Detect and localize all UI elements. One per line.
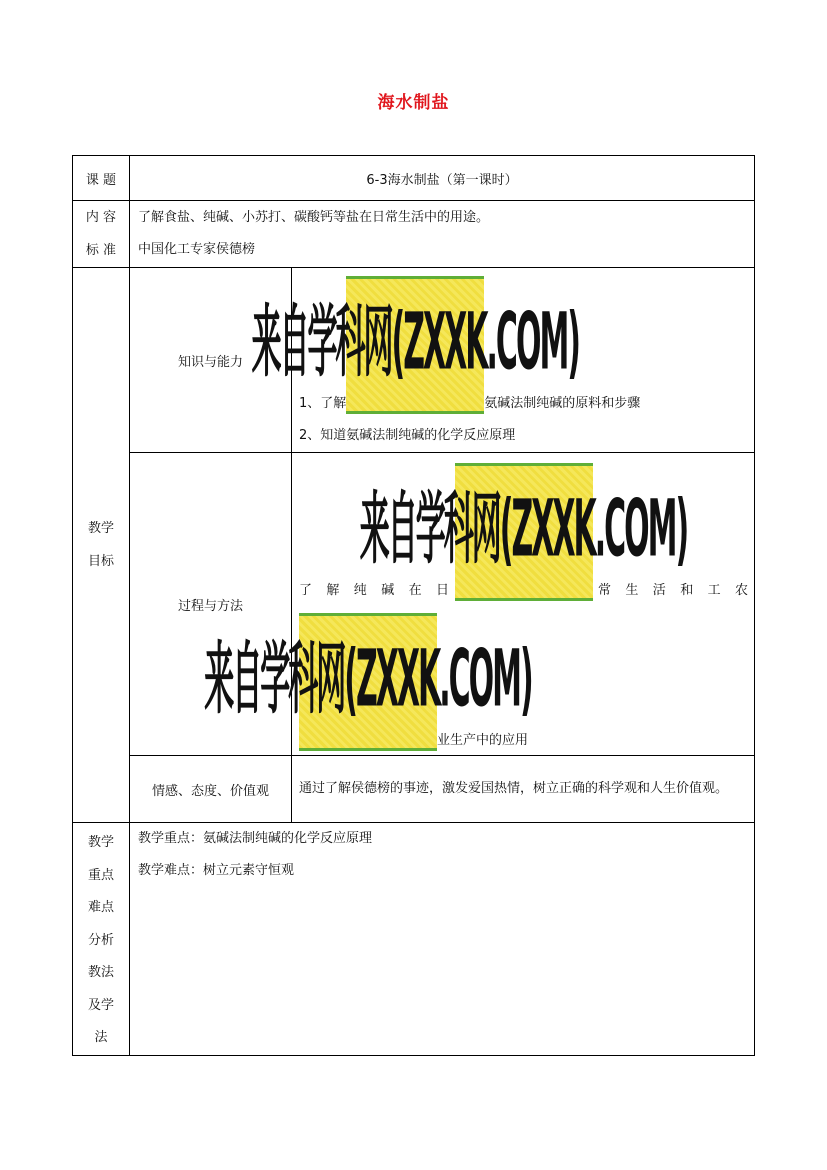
content-standard-line: 中国化工专家侯德榜 — [138, 242, 256, 257]
analysis-label — [73, 823, 130, 1056]
emotion-attitude-values-label: 情感、态度、价值观 — [130, 756, 292, 823]
row-analysis — [73, 823, 755, 1056]
teaching-goals-label — [73, 268, 130, 823]
document-title: 海水制盐 — [377, 93, 450, 113]
analysis-label-line: 法 — [94, 1030, 108, 1045]
emotion-attitude-values-text: 通过了解侯德榜的事迹，激发爱国热情，树立正确的科学观和人生价值观。 — [292, 756, 755, 823]
teaching-goals-label-line: 目标 — [87, 554, 114, 569]
knowledge-line-1-start: 1、了解 — [299, 396, 347, 411]
analysis-content — [130, 823, 755, 1056]
row-goal-process — [73, 453, 755, 756]
process-method-label: 过程与方法 — [130, 453, 292, 756]
analysis-label-line: 分析 — [87, 932, 114, 948]
process-line-2-end: 业生产中的应用 — [437, 733, 529, 748]
analysis-label-line: 难点 — [87, 900, 114, 915]
key-point-text: 教学重点：氨碱法制纯碱的化学反应原理 — [138, 831, 373, 846]
analysis-label-line: 及学 — [87, 997, 114, 1013]
topic-value: 6-3海水制盐（第一课时） — [130, 156, 755, 201]
teaching-goals-label-line: 教学 — [87, 521, 114, 536]
content-standard-label-line: 内 容 — [85, 210, 117, 225]
watermark-text: 来自学科网(ZXXK.COM) — [204, 635, 532, 727]
topic-label: 课 题 — [73, 156, 130, 201]
analysis-label-line: 教学 — [87, 835, 114, 850]
content-standard-label-line: 标 准 — [85, 243, 117, 258]
knowledge-line-1-end: 氨碱法制纯碱的原料和步骤 — [484, 396, 641, 411]
lesson-plan-table — [72, 155, 755, 1056]
watermark-text: 来自学科网(ZXXK.COM) — [359, 485, 688, 577]
analysis-label-line: 重点 — [87, 867, 114, 883]
row-goal-knowledge — [73, 268, 755, 453]
watermark-text: 来自学科网(ZXXK.COM) — [251, 298, 580, 390]
knowledge-line-2: 2、知道氨碱法制纯碱的化学反应原理 — [299, 428, 516, 443]
knowledge-ability-label: 知识与能力 — [130, 268, 292, 453]
process-line-1-end: 常 生 活 和 工 农 — [598, 583, 748, 598]
analysis-label-line: 教法 — [87, 965, 114, 980]
process-line-1-start: 了 解 纯 碱 在 日 — [299, 583, 449, 598]
content-standard-label — [73, 201, 130, 268]
content-standard-line: 了解食盐、纯碱、小苏打、碳酸钙等盐在日常生活中的用途。 — [138, 210, 490, 225]
difficulty-text: 教学难点：树立元素守恒观 — [138, 863, 295, 878]
